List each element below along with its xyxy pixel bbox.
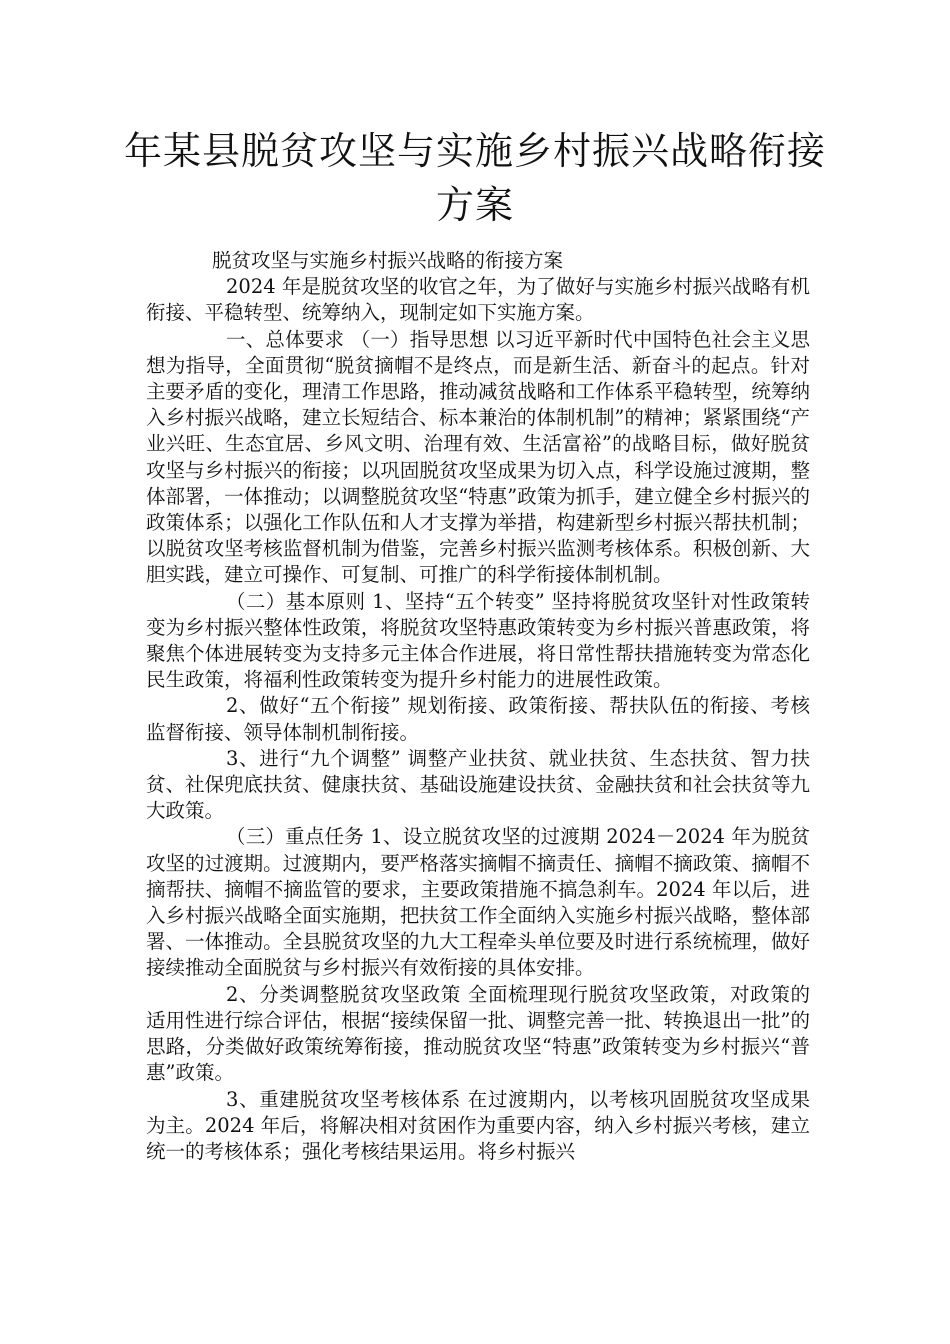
paragraph-intro: 2024 年是脱贫攻坚的收官之年，为了做好与实施乡村振兴战略有机衔接、平稳转型、统筹纳入，现制定如下实施方案。	[146, 275, 810, 325]
paragraph-key-tasks: （三）重点任务 1、设立脱贫攻坚的过渡期 2024－2024 年为脱贫攻坚的过渡期。过渡期内，要严格落实摘帽不摘责任、摘帽不摘政策、摘帽不摘帮扶、摘帽不摘监管的要求，主要政策措施不搞急刹车。2024 年以后，进入乡村振兴战略全面实施期，把扶贫工作全面纳入实施乡村振兴战略，整体部署、一体推动。全县脱贫攻坚的九大工程牵头单位要及时进行系统梳理，做好接续推动全面脱贫与乡村振兴有效衔接的具体安排。	[146, 825, 810, 980]
document-title: 年某县脱贫攻坚与实施乡村振兴战略衔接方案	[123, 129, 826, 227]
paragraph-basic-principles: （二）基本原则 1、坚持“五个转变” 坚持将脱贫攻坚针对性政策转变为乡村振兴整体性政策，将脱贫攻坚特惠政策转变为乡村振兴普惠政策，将聚焦个体进展转变为支持多元主体合作进展，将日常性帮扶措施转变为常态化民生政策，将福利性政策转变为提升乡村能力的进展性政策。	[146, 589, 810, 692]
document-body	[146, 248, 810, 1165]
paragraph-assessment-system: 3、重建脱贫攻坚考核体系 在过渡期内，以考核巩固脱贫攻坚成果为主。2024 年后，将解决相对贫困作为重要内容，纳入乡村振兴考核，建立统一的考核体系；强化考核结果运用。将乡村振兴	[146, 1087, 810, 1163]
paragraph-nine-adjustments: 3、进行“九个调整” 调整产业扶贫、就业扶贫、生态扶贫、智力扶贫、社保兜底扶贫、健康扶贫、基础设施建设扶贫、金融扶贫和社会扶贫等九大政策。	[146, 746, 810, 823]
document-subtitle: 脱贫攻坚与实施乡村振兴战略的衔接方案	[212, 249, 564, 272]
paragraph-policy-adjustment: 2、分类调整脱贫攻坚政策 全面梳理现行脱贫攻坚政策，对政策的适用性进行综合评估，根据“接续保留一批、调整完善一批、转换退出一批”的思路，分类做好政策统筹衔接，推动脱贫攻坚“特惠”政策转变为乡村振兴“普惠”政策。	[146, 982, 810, 1085]
paragraph-five-connections: 2、做好“五个衔接” 规划衔接、政策衔接、帮扶队伍的衔接、考核监督衔接、领导体制机制衔接。	[146, 694, 810, 744]
paragraph-general-requirements: 一、总体要求 （一）指导思想 以习近平新时代中国特色社会主义思想为指导，全面贯彻“脱贫摘帽不是终点，而是新生活、新奋斗的起点。针对主要矛盾的变化，理清工作思路，推动减贫战略和工作体系平稳转型，统筹纳入乡村振兴战略，建立长短结合、标本兼治的体制机制”的精神；紧紧围绕“产业兴旺、生态宜居、乡风文明、治理有效、生活富裕”的战略目标，做好脱贫攻坚与乡村振兴的衔接；以巩固脱贫攻坚成果为切入点，科学设施过渡期，整体部署，一体推动；以调整脱贫攻坚“特惠”政策为抓手，建立健全乡村振兴的政策体系；以强化工作队伍和人才支撑为举措，构建新型乡村振兴帮扶机制；以脱贫攻坚考核监督机制为借鉴，完善乡村振兴监测考核体系。积极创新、大胆实践，建立可操作、可复制、可推广的科学衔接体制机制。	[146, 327, 810, 587]
